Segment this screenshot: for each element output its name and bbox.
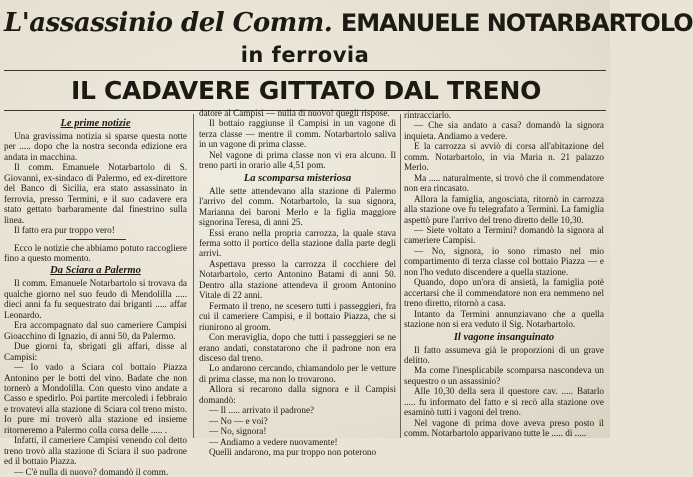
paragraph: rintracciarlo. <box>404 110 452 120</box>
paragraph: Alle sette attendevano alla stazione di Palermo l'arrivo del comm. Notarbartolo, la sua signora, Marianna dei baroni Merlo e la figlia maggiore signorina Teresa, di anni 25. <box>199 185 396 228</box>
paragraph: — C'è nulla di nuovo? domandò il comm. <box>14 466 169 477</box>
article-column-2 <box>199 108 396 458</box>
section-heading: Il vagone insanguinato <box>453 331 555 343</box>
paragraph: Lo andarono cercando, chiamandolo per le vetture di prima classe, ma non lo trovarono. <box>199 363 396 384</box>
paragraph: — No — e voi? <box>209 415 268 426</box>
headline-prefix: L'assassinio del Comm. <box>4 8 333 38</box>
paragraph: Quelli andarono, ma pur troppo non poterono <box>209 447 377 458</box>
paragraph: Alle 10,30 della sera il questore cav. ..... Batarlo ..... fu informato del fatto e si recò alla stazione ove esaminò tutti i vagoni del treno. <box>404 386 604 418</box>
rule-top <box>4 70 606 71</box>
article-column-3 <box>404 110 604 439</box>
paragraph: Il bottaio raggiunse il Campisi in un vagone di terza classe — mentre il comm. Notarbartolo saliva in un vagone di prima classe. <box>199 118 396 150</box>
paragraph: E la carrozza si avviò di corsa all'abitazione del comm. Notarbartolo, in via Maria n. 21 palazzo Merlo. <box>404 141 604 173</box>
section-heading: La scomparsa misteriosa <box>243 172 352 184</box>
paragraph: — Io vado a Sciara col bottaio Piazza Antonino per le botti del vino. Badate che non tornerò a Mondolilla. Con questo vino andate a Casso e spedirlo. Poi partite mercoledì i febbraio e trovatevi alla stazione di Sciara col treno misto. Io pure mi troverò alla stazione ed insieme ritorneremo a Palermo colla corsa delle ..... . <box>4 362 187 435</box>
paragraph: Ma ..... naturalmente, si trovò che il commendatore non era rincasato. <box>404 172 604 194</box>
paragraph: — Il ..... arrivato il padrone? <box>209 405 315 416</box>
paragraph: Intanto da Termini annunziavano che a quella stazione non si era veduto il Sig. Notarbartolo. <box>404 308 604 330</box>
article-column-1 <box>4 116 187 477</box>
paragraph: — Andiamo a vedere nuovamente! <box>209 436 338 447</box>
column-separator <box>400 114 401 438</box>
section-heading: Le prime notizie <box>60 118 131 129</box>
paragraph: datore al Campisi — nulla di nuovo! quegli rispose. <box>199 108 390 118</box>
banner-headline: IL CADAVERE GITTATO DAL TRENO <box>70 76 542 105</box>
headline <box>4 2 693 44</box>
paragraph: Una gravissima notizia si sparse questa notte per ..... dopo che la nostra seconda edizione era andata in macchina. <box>4 131 187 162</box>
paragraph: — Che sia andato a casa? domandò la signora inquieta. Andiamo a vedere. <box>404 120 604 141</box>
paragraph: Infatti, il cameriere Campisi venendo col detto treno trovò alla stazione di Sciara il suo padrone ed il bottaio Piazza. <box>4 435 187 467</box>
paragraph: Fermato il treno, ne scesero tutti i passeggieri, fra cui il cameriere Campisi, e il bottaio Piazza, che si riunirono al groom. <box>199 300 396 332</box>
subheadline: in ferrovia <box>240 43 370 67</box>
paragraph: Il fatto era pur troppo vero! <box>14 225 115 236</box>
short-divider <box>66 239 126 240</box>
paragraph: Nel vagone di prima classe non vi era alcuno. Il treno parti in orario alle 4,51 pom. <box>199 149 396 171</box>
paragraph: Il comm. Emanuele Notarbartolo si trovava da qualche giorno nel suo feudo di Mendolilla ..... dieci anni fa fu sequestrato dai briganti ..... affar Leonardo. <box>4 278 187 320</box>
paragraph: Con meraviglia, dopo che tutti i passeggieri se ne erano andati, constatarono che il padrone non era disceso dal treno. <box>199 332 396 363</box>
paragraph: Il fatto assumeva già le proporzioni di un grave delitto. <box>404 344 604 365</box>
paragraph: Due giorni fa, sbrigati gli affari, disse al Campisi: <box>4 341 187 362</box>
headline-name: EMANUELE NOTARBARTOLO <box>340 9 693 37</box>
paragraph: Ma come l'inesplicabile scomparsa nascondeva un sequestro o un assassinio? <box>404 365 604 386</box>
paragraph: Essi erano nella propria carrozza, la quale stava ferma sotto il portico della stazione dalla parte degli arrivi. <box>199 227 396 259</box>
paragraph: Quando, dopo un'ora di ansietà, la famiglia potè accertarsi che il commendatore non era nemmeno nel treno diretto, ritornò a casa. <box>404 277 604 309</box>
column-separator <box>193 114 194 438</box>
section-heading: Da Sciara a Palermo <box>50 265 141 277</box>
paragraph: Nel vagone di prima dove aveva preso posto il comm. Notarbartolo apparivano tutte le ..... di ..... <box>404 417 604 439</box>
paragraph: Aspettava presso la carrozza il cocchiere del Notarbartolo, certo Antonino Batami di anni 50. Dentro alla stazione attendeva il groom Antonino Vitale di 22 anni. <box>199 258 396 301</box>
paragraph: Ecco le notizie che abbiamo potuto raccogliere fino a questo momento. <box>4 242 187 263</box>
paragraph: — Siete voltato a Termini? domandò la signora al cameriere Campisi. <box>404 224 604 246</box>
paragraph: Allora si recarono dalla signora e il Campisi domandò: <box>199 384 396 405</box>
paragraph: — No, signora! <box>209 426 267 437</box>
paragraph: Allora la famiglia, angosciata, ritornò in carrozza alla stazione ove fu telegrafato a Termini. La famiglia aspettò pure l'arrivo del treno diretto delle 10,30. <box>404 193 604 225</box>
paragraph: Era accompagnato dal suo cameriere Campisi Gioacchino di Ignazio, di anni 50, da Palermo. <box>4 320 187 341</box>
paragraph: — No, signora, io sono rimasto nel mio compartimento di terza classe col bottaio Piazza — e non l'ho veduto discendere a quella stazione. <box>404 245 604 277</box>
paragraph: Il comm. Emanuele Notarbartolo di S. Giovanni, ex-sindaco di Palermo, ed ex-direttore del Banco di Sicilia, era stato assassinato in ferrovia, presso Termini, e il suo cadavere era stato gettato barbaramente dal finestrino sulla linea. <box>4 162 187 225</box>
